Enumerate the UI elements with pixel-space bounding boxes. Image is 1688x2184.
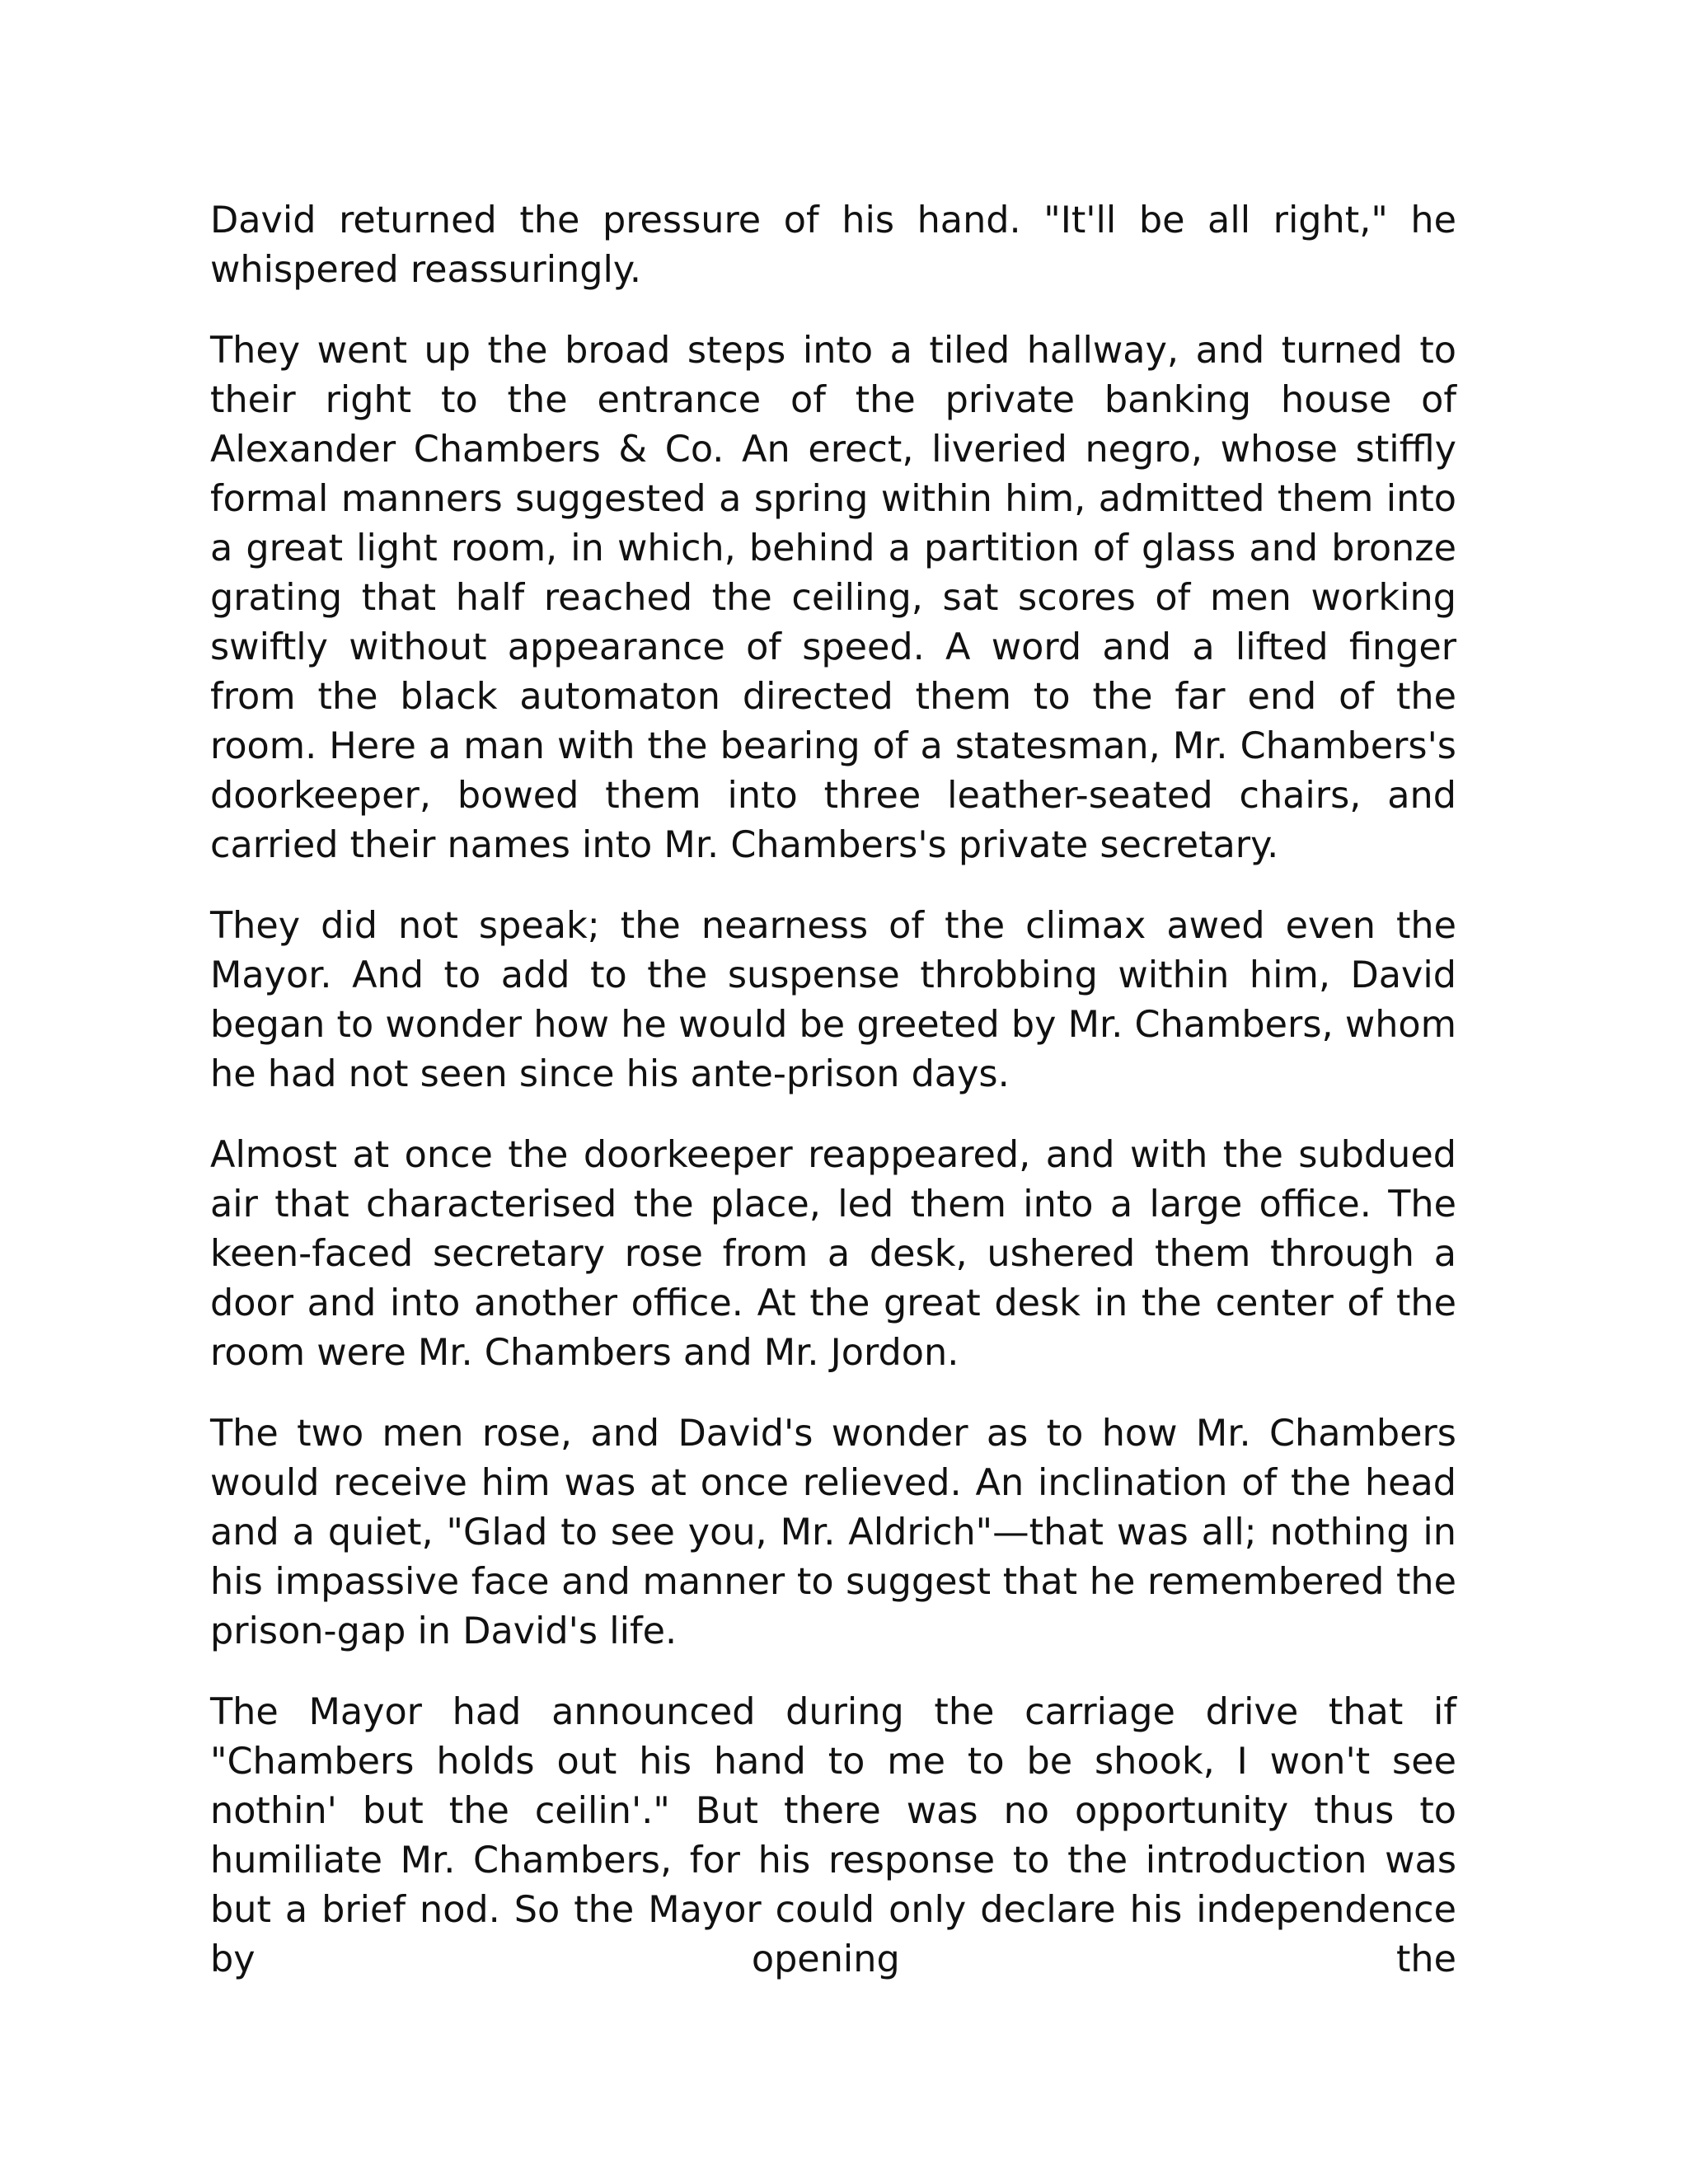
paragraph-3: They did not speak; the nearness of the climax awed even the Mayor. And to add to the suspense throbbing within him, David began to wonder how he would be greeted by Mr. Chambers, whom he had not seen since his ante-prison days. (210, 905, 1456, 1095)
paragraph-4: Almost at once the doorkeeper reappeared, and with the subdued air that characterised the place, led them into a large office. The keen-faced secretary rose from a desk, ushered them through a door and into another office. At the great desk in the center of the room were Mr. Chambers and Mr. Jordon. (210, 1134, 1456, 1374)
paragraph-2: They went up the broad steps into a tiled hallway, and turned to their right to the entrance of the private banking house of Alexander Chambers & Co. An erect, liveried negro, whose stiffly formal manners suggested a spring within him, admitted them into a great light room, in which, behind a partition of glass and bronze grating that half reached the ceiling, sat scores of men working swiftly without appearance of speed. A word and a lifted finger from the black automaton directed them to the far end of the room. Here a man with the bearing of a statesman, Mr. Chambers's doorkeeper, bowed them into three leather-seated chairs, and carried their names into Mr. Chambers's private secretary. (210, 330, 1456, 866)
body-text (210, 196, 1456, 1985)
paragraph-5: The two men rose, and David's wonder as to how Mr. Chambers would receive him was at once relieved. An inclination of the head and a quiet, "Glad to see you, Mr. Aldrich"—that was all; nothing in his impassive face and manner to suggest that he remembered the prison-gap in David's life. (210, 1413, 1456, 1652)
paragraph-6: The Mayor had announced during the carriage drive that if "Chambers holds out his hand to me to be shook, I won't see nothin' but the ceilin'." But there was no opportunity thus to humiliate Mr. Chambers, for his response to the introduction was but a brief nod. So the Mayor could only declare his independence by opening the (210, 1691, 1456, 1980)
paragraph-1: David returned the pressure of his hand. "It'll be all right," he whispered reassuringly. (210, 199, 1456, 291)
